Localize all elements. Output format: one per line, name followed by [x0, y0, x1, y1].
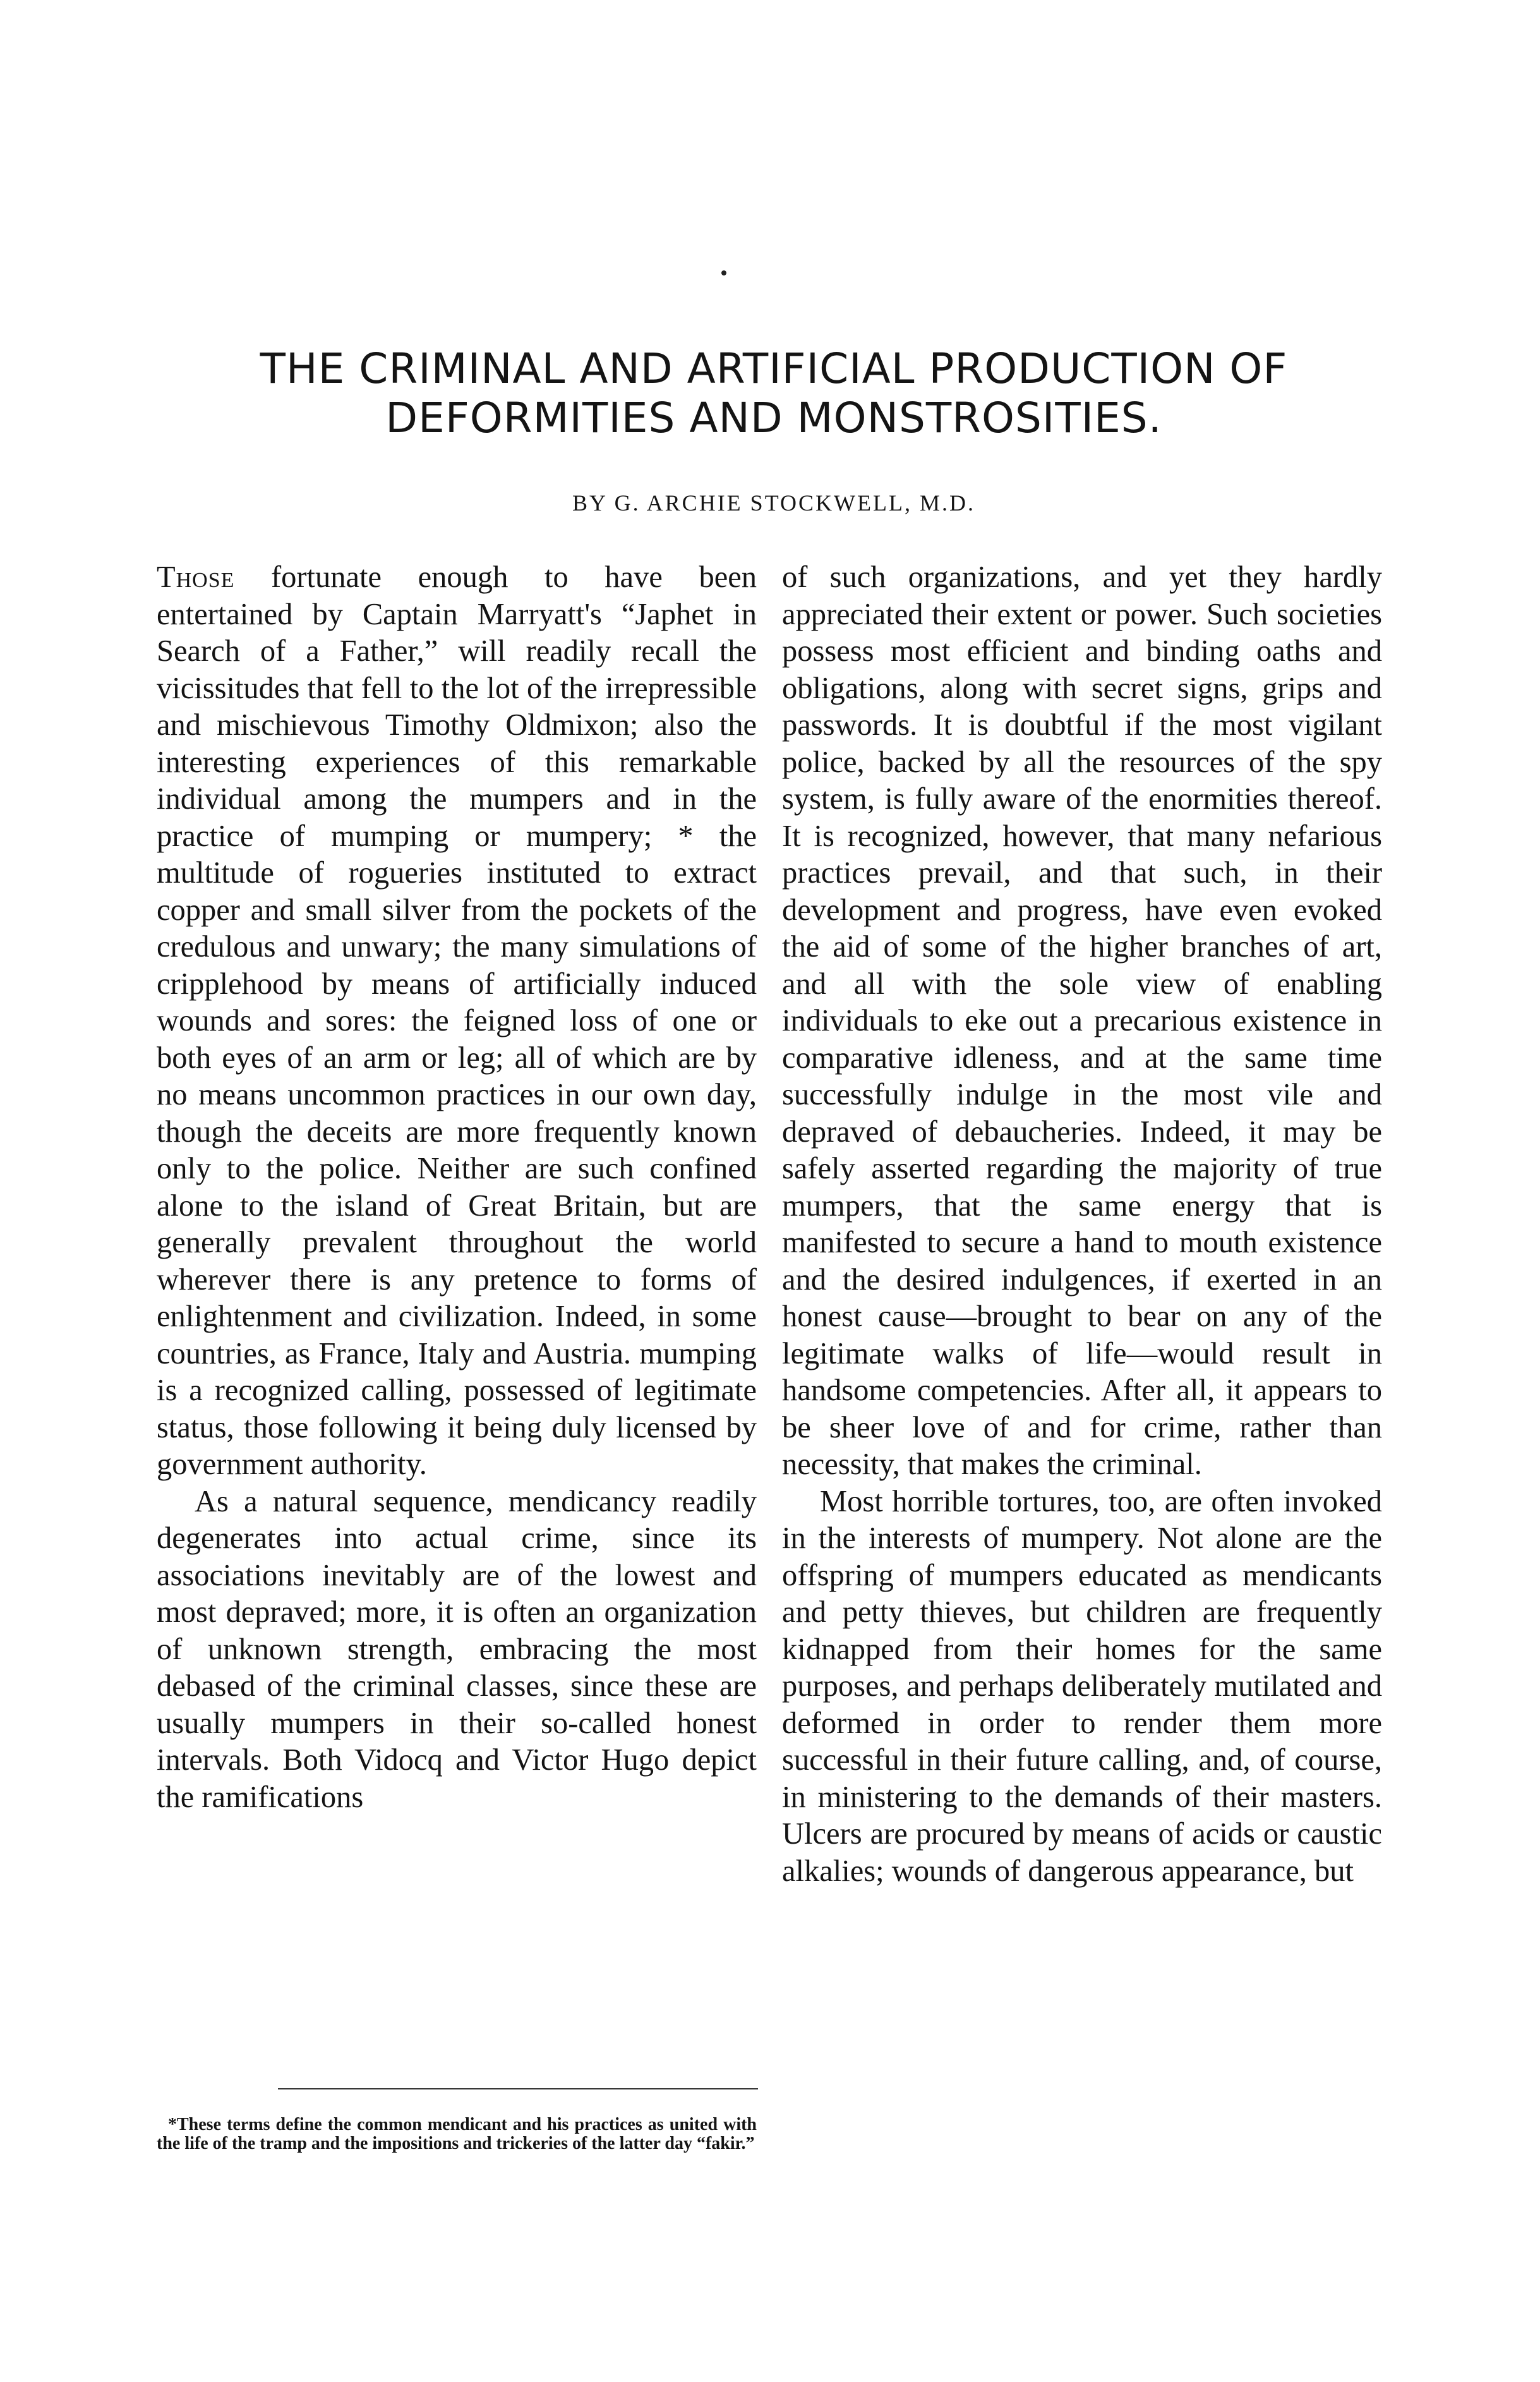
- left-column: [157, 559, 757, 1816]
- article-byline: BY G. ARCHIE STOCKWELL, M.D.: [572, 490, 975, 516]
- print-speck: [721, 270, 726, 275]
- article-title-line-2: DEFORMITIES AND MONSTROSITIES.: [385, 394, 1162, 442]
- right-paragraph-1: of such organizations, and yet they hardly appreciated their extent or power. Such societies possess most efficient and binding oaths and obligations, along with secret signs, grips and passwords. It is doubtful if the most vigilant police, backed by all the resources of the spy system, is fully aware of the enormities thereof. It is recognized, however, that many nefarious practices prevail, and that such, in their development and progress, have even evoked the aid of some of the higher branches of art, and all with the sole view of enabling individuals to eke out a precarious existence in comparative idleness, and at the same time successfully indulge in the most vile and depraved of debaucheries. Indeed, it may be safely asserted regarding the majority of true mumpers, that the same energy that is manifested to secure a hand to mouth existence and the desired indulgences, if exerted in an honest cause—brought to bear on any of the legitimate walks of life—would result in handsome competencies. After all, it appears to be sheer love of and for crime, rather than necessity, that makes the criminal.: [782, 560, 1382, 1481]
- footnote-divider: [278, 2088, 758, 2089]
- right-column: [782, 559, 1382, 1890]
- left-paragraph-1: [157, 559, 757, 1484]
- lead-in-word: Those: [157, 560, 235, 594]
- right-paragraph-2: Most horrible tortures, too, are often invoked in the interests of mumpery. Not alone are the offspring of mumpers educated as mendicants and petty thieves, but children are frequently kidnapped from their homes for the same purposes, and perhaps deliberately mutilated and deformed in order to render them more successful in their future calling, and, of course, in ministering to the demands of their masters. Ulcers are procured by means of acids or caustic alkalies; wounds of dangerous appearance, but: [782, 1484, 1382, 1888]
- article-title: [158, 344, 1390, 443]
- left-paragraph-2: As a natural sequence, mendicancy readily degenerates into actual crime, since its associations inevitably are of the lowest and most depraved; more, it is often an organization of unknown strength, embracing the most debased of the criminal classes, since these are usually mumpers in their so-called honest intervals. Both Vidocq and Victor Hugo depict the ramifications: [157, 1484, 757, 1814]
- left-paragraph-1-text: fortunate enough to have been entertained by Captain Marryatt's “Japhet in Search of a Father,” will readily recall the vicissitudes that fell to the lot of the irrepressible and mischievous Timothy Oldmixon; also the interesting experiences of this remarkable individual among the mumpers and in the practice of mumping or mumpery; * the multitude of rogueries instituted to extract copper and small silver from the pockets of the credulous and unwary; the many simulations of cripplehood by means of artificially induced wounds and sores: the feigned loss of one or both eyes of an arm or leg; all of which are by no means uncommon practices in our own day, though the deceits are more frequently known only to the police. Neither are such confined alone to the island of Great Britain, but are generally prevalent throughout the world wherever there is any pretence to forms of enlightenment and civilization. Indeed, in some countries, as France, Italy and Austria. mumping is a recognized calling, possessed of legitimate status, those following it being duly licensed by government authority.: [157, 560, 757, 1481]
- article-title-line-1: THE CRIMINAL AND ARTIFICIAL PRODUCTION OF: [260, 344, 1288, 393]
- footnote: *These terms define the common mendicant and his practices as united with the life of the tramp and the impositions and trickeries of the latter day “fakir.”: [157, 2115, 757, 2153]
